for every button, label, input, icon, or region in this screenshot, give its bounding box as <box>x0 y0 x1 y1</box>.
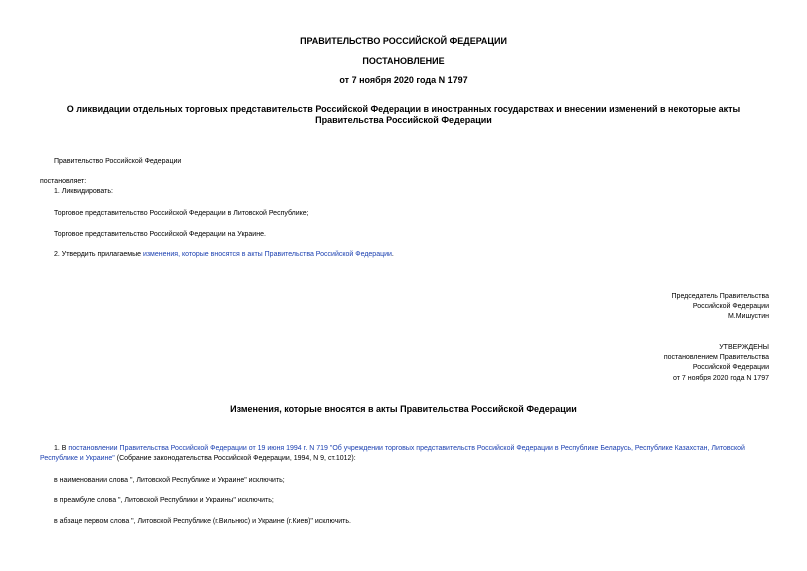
changes-title: Изменения, которые вносятся в акты Правительства Российской Федерации <box>230 404 577 414</box>
changes-paragraph-4: в абзаце первом слова ", Литовской Республике (г.Вильнюс) и Украине (г.Киев)" исключить. <box>54 518 351 525</box>
changes-paragraph-1 <box>40 444 769 464</box>
approval-line-3: Российской Федерации <box>692 364 769 371</box>
approval-line-4: от 7 ноября 2020 года N 1797 <box>673 375 769 382</box>
p1-suffix: (Собрание законодательства Российской Федерации, 1994, N 9, ст.1012): <box>114 455 356 462</box>
approval-label: УТВЕРЖДЕНЫ <box>719 344 769 351</box>
signature-name: М.Мишустин <box>727 313 769 320</box>
changes-paragraph-3: в преамбуле слова ", Литовской Республики и Украины" исключить; <box>54 497 274 504</box>
changes-link[interactable]: изменения, которые вносятся в акты Правительства Российской Федерации <box>142 251 392 258</box>
changes-paragraph-2: в наименовании слова ", Литовской Республике и Украине" исключить; <box>54 477 285 484</box>
item-1-b: Торговое представительство Российской Федерации на Украине. <box>54 231 266 238</box>
resolution-title-link[interactable]: "Об учреждении торговых представительств Российской Федерации в Республике Беларусь, Республике Казахстан, Литовской Республике и Украине" <box>40 445 745 462</box>
item-2-prefix: 2. Утвердить прилагаемые <box>54 251 143 258</box>
resolution-link[interactable]: постановлении Правительства Российской Федерации от 19 июня 1994 г. N 719 <box>68 445 328 452</box>
document-type: ПОСТАНОВЛЕНИЕ <box>362 56 445 66</box>
item-2 <box>54 250 394 259</box>
item-1-a: Торговое представительство Российской Федерации в Литовской Республике; <box>54 210 309 217</box>
document-title: О ликвидации отдельных торговых представительств Российской Федерации в иностранных государствах и внесении изменений в некоторые акты Правительства Российской Федерации <box>66 104 741 125</box>
item-1: 1. Ликвидировать: <box>54 188 113 195</box>
government-heading: ПРАВИТЕЛЬСТВО РОССИЙСКОЙ ФЕДЕРАЦИИ <box>300 36 507 46</box>
p1-prefix: 1. В <box>54 445 69 452</box>
item-2-suffix: . <box>391 251 394 258</box>
intro-text: Правительство Российской Федерации <box>54 158 182 165</box>
signature-org: Российской Федерации <box>692 303 769 310</box>
signature-position: Председатель Правительства <box>671 293 769 300</box>
decides-text: постановляет: <box>40 178 87 185</box>
approval-line-2: постановлением Правительства <box>663 354 769 361</box>
document-date-number: от 7 ноября 2020 года N 1797 <box>339 75 468 85</box>
